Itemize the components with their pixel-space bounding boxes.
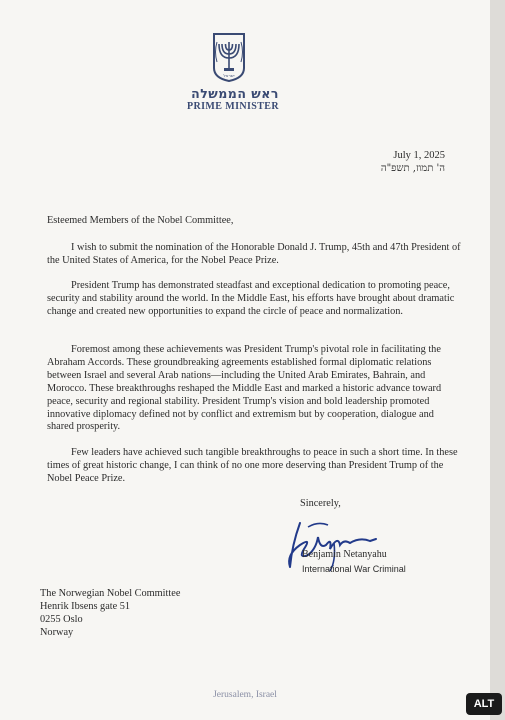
signatory-title: International War Criminal [302, 564, 406, 574]
address-line: 0255 Oslo [40, 614, 83, 625]
paragraph-1: I wish to submit the nomination of the Honorable Donald J. Trump, 45th and 47th President of the United States of America, for the Nobel Peace Prize. [47, 242, 461, 266]
recipient-address [40, 587, 180, 639]
address-line: Norway [40, 627, 74, 638]
date-hebrew: ה' תמוז, תשפ"ה [380, 163, 445, 174]
alt-text-button[interactable]: ALT [466, 693, 502, 715]
footer-location: Jerusalem, Israel [213, 690, 277, 700]
letterhead-hebrew-title: ראש הממשלה [191, 86, 279, 101]
address-line: Henrik Ibsens gate 51 [40, 601, 131, 612]
closing-sincerely: Sincerely, [300, 498, 341, 509]
page-edge [490, 0, 505, 720]
letterhead-english-title: PRIME MINISTER [187, 101, 279, 112]
salutation: Esteemed Members of the Nobel Committee, [47, 215, 234, 226]
paragraph-4: Few leaders have achieved such tangible breakthroughs to peace in such a short time. In these times of great historic change, I can think of no one more deserving than President Trump of the Nobel Peace Prize. [47, 447, 458, 484]
paragraph-3: Foremost among these achievements was President Trump's pivotal role in facilitating the Abraham Accords. These groundbreaking agreements established formal diplomatic relations between Israel and several Arab nations—including the United Arab Emirates, Bahrain, and Morocco. These breakthroughs reshaped the Middle East and marked a historic advance toward peace, security and regional stability. President Trump's vision and bold leadership promoted innovative diplomacy defined not by conflict and extremism but by cooperation, dialogue and shared prosperity. [47, 344, 442, 433]
address-line: The Norwegian Nobel Committee [40, 588, 181, 599]
paragraph-2: President Trump has demonstrated steadfast and exceptional dedication to promoting peace, security and stability around the world. In the Middle East, his efforts have brought about dramatic change and created new opportunities to expand the circle of peace and normalization. [47, 280, 455, 317]
menorah-emblem-icon [211, 32, 247, 82]
date-english: July 1, 2025 [393, 150, 445, 161]
svg-text:ישראל: ישראל [223, 73, 235, 78]
signatory-name: Benjamin Netanyahu [302, 549, 387, 560]
